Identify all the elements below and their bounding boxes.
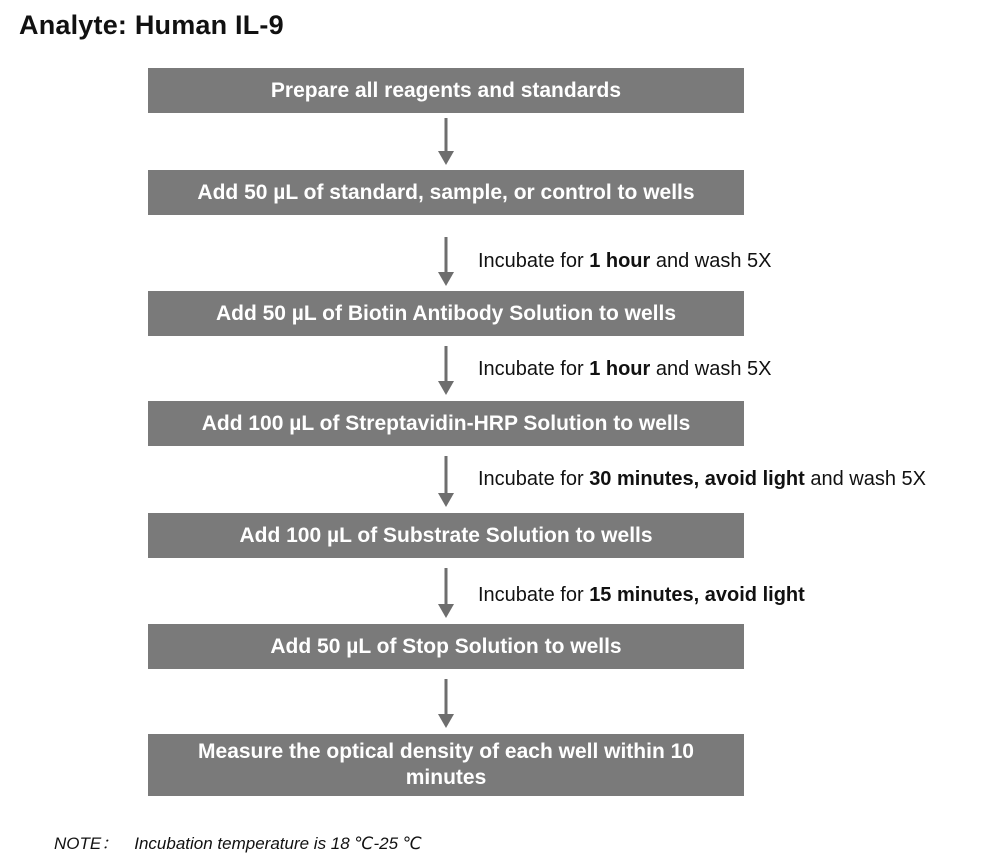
incubation-prefix: Incubate for <box>478 468 590 490</box>
arrow-down-icon <box>436 679 456 729</box>
arrow-down-icon <box>436 456 456 508</box>
page-title: Analyte: Human IL-9 <box>19 10 284 40</box>
incubation-prefix: Incubate for <box>478 584 590 606</box>
incubation-prefix: Incubate for <box>478 358 590 380</box>
incubation-duration: 1 hour <box>589 358 651 380</box>
incubation-label <box>478 356 772 382</box>
step-add-streptavidin-hrp: Add 100 µL of Streptavidin-HRP Solution to wells <box>148 401 744 446</box>
arrow-down-icon <box>436 346 456 396</box>
incubation-label <box>478 248 772 274</box>
step-prepare-reagents: Prepare all reagents and standards <box>148 68 744 113</box>
incubation-duration: 30 minutes, avoid light <box>589 468 805 490</box>
step-add-biotin-antibody: Add 50 µL of Biotin Antibody Solution to wells <box>148 291 744 336</box>
arrow-down-icon <box>436 568 456 619</box>
note-label: NOTE： <box>54 834 119 853</box>
step-add-stop-solution: Add 50 µL of Stop Solution to wells <box>148 624 744 669</box>
incubation-suffix: and wash 5X <box>650 250 772 272</box>
incubation-label <box>478 582 805 608</box>
incubation-duration: 1 hour <box>589 250 651 272</box>
note-text: Incubation temperature is 18 ℃-25 ℃ <box>134 834 422 853</box>
arrow-down-icon <box>436 118 456 166</box>
step-add-sample: Add 50 µL of standard, sample, or control to wells <box>148 170 744 215</box>
step-add-substrate: Add 100 µL of Substrate Solution to wells <box>148 513 744 558</box>
footnote <box>54 829 422 854</box>
incubation-prefix: Incubate for <box>478 250 590 272</box>
step-measure-optical-density: Measure the optical density of each well within 10 minutes <box>148 734 744 796</box>
incubation-duration: 15 minutes, avoid light <box>589 584 805 606</box>
incubation-label <box>478 466 926 492</box>
incubation-suffix: and wash 5X <box>650 358 772 380</box>
arrow-down-icon <box>436 237 456 287</box>
incubation-suffix: and wash 5X <box>804 468 926 490</box>
